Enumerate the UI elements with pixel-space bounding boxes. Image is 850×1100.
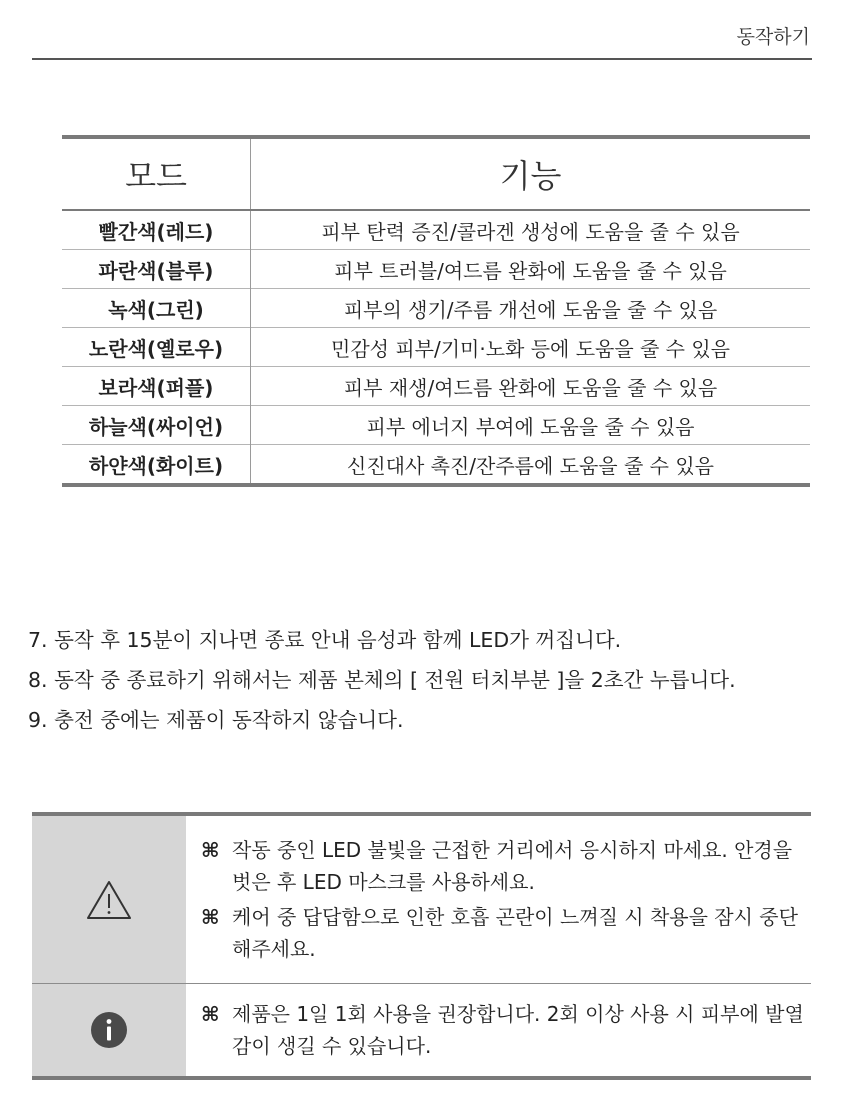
info-item-text: 제품은 1일 1회 사용을 권장합니다. 2회 이상 사용 시 피부에 발열감이 생길 수 있습니다. xyxy=(232,1002,804,1058)
bullet-mark: ⌘ xyxy=(201,905,220,929)
bullet-mark: ⌘ xyxy=(201,1002,220,1026)
table-row xyxy=(62,210,810,250)
info-circle-icon xyxy=(90,1011,128,1049)
mode-cell: 빨간색(레드) xyxy=(62,210,251,250)
warning-text-cell xyxy=(186,814,811,984)
mode-cell: 노란색(옐로우) xyxy=(62,328,251,367)
function-cell: 피부 탄력 증진/콜라겐 생성에 도움을 줄 수 있음 xyxy=(321,219,740,244)
table-row xyxy=(62,328,810,367)
section-title: 동작하기 xyxy=(736,26,810,48)
note-item: 7. 동작 후 15분이 지나면 종료 안내 음성과 함께 LED가 꺼집니다. xyxy=(28,628,622,652)
warning-triangle-icon xyxy=(85,879,133,921)
table-row xyxy=(62,289,810,328)
mode-function-table xyxy=(62,135,810,487)
warning-item-text: 작동 중인 LED 불빛을 근접한 거리에서 응시하지 마세요. 안경을 벗은 후 LED 마스크를 사용하세요. xyxy=(232,838,793,894)
notice-box xyxy=(32,812,811,1080)
note-item: 8. 동작 중 종료하기 위해서는 제품 본체의 [ 전원 터치부분 ]을 2초간 누릅니다. xyxy=(28,668,736,692)
mode-cell: 하얀색(화이트) xyxy=(62,445,251,486)
function-cell: 민감성 피부/기미·노화 등에 도움을 줄 수 있음 xyxy=(251,328,811,367)
warning-item xyxy=(201,834,811,898)
info-text-cell xyxy=(186,984,811,1079)
function-cell: 피부 재생/여드름 완화에 도움을 줄 수 있음 xyxy=(251,367,811,406)
function-column-header: 기능 xyxy=(251,137,811,210)
header-divider xyxy=(32,58,812,60)
mode-column-header: 모드 xyxy=(62,137,251,210)
function-cell: 피부 에너지 부여에 도움을 줄 수 있음 xyxy=(251,406,811,445)
table-header-row xyxy=(62,137,810,210)
warning-row xyxy=(32,814,811,984)
bullet-mark: ⌘ xyxy=(201,838,220,862)
table-row xyxy=(62,406,810,445)
warning-item-text: 케어 중 답답함으로 인한 호흡 곤란이 느껴질 시 착용을 잠시 중단해주세요. xyxy=(232,905,798,961)
mode-cell: 보라색(퍼플) xyxy=(62,367,251,406)
info-icon-cell xyxy=(32,984,186,1079)
warning-item xyxy=(201,901,811,965)
table-row xyxy=(62,445,810,486)
function-cell: 피부의 생기/주름 개선에 도움을 줄 수 있음 xyxy=(251,289,811,328)
info-item xyxy=(201,998,811,1062)
operation-notes xyxy=(28,620,736,740)
warning-icon-cell xyxy=(32,814,186,984)
note-item: 9. 충전 중에는 제품이 동작하지 않습니다. xyxy=(28,708,404,732)
function-cell: 신진대사 촉진/잔주름에 도움을 줄 수 있음 xyxy=(251,445,811,486)
table-row xyxy=(62,367,810,406)
mode-cell: 하늘색(싸이언) xyxy=(62,406,251,445)
table-row xyxy=(62,250,810,289)
info-row xyxy=(32,984,811,1079)
function-cell: 피부 트러블/여드름 완화에 도움을 줄 수 있음 xyxy=(251,250,811,289)
mode-cell: 파란색(블루) xyxy=(62,250,251,289)
mode-cell: 녹색(그린) xyxy=(62,289,251,328)
